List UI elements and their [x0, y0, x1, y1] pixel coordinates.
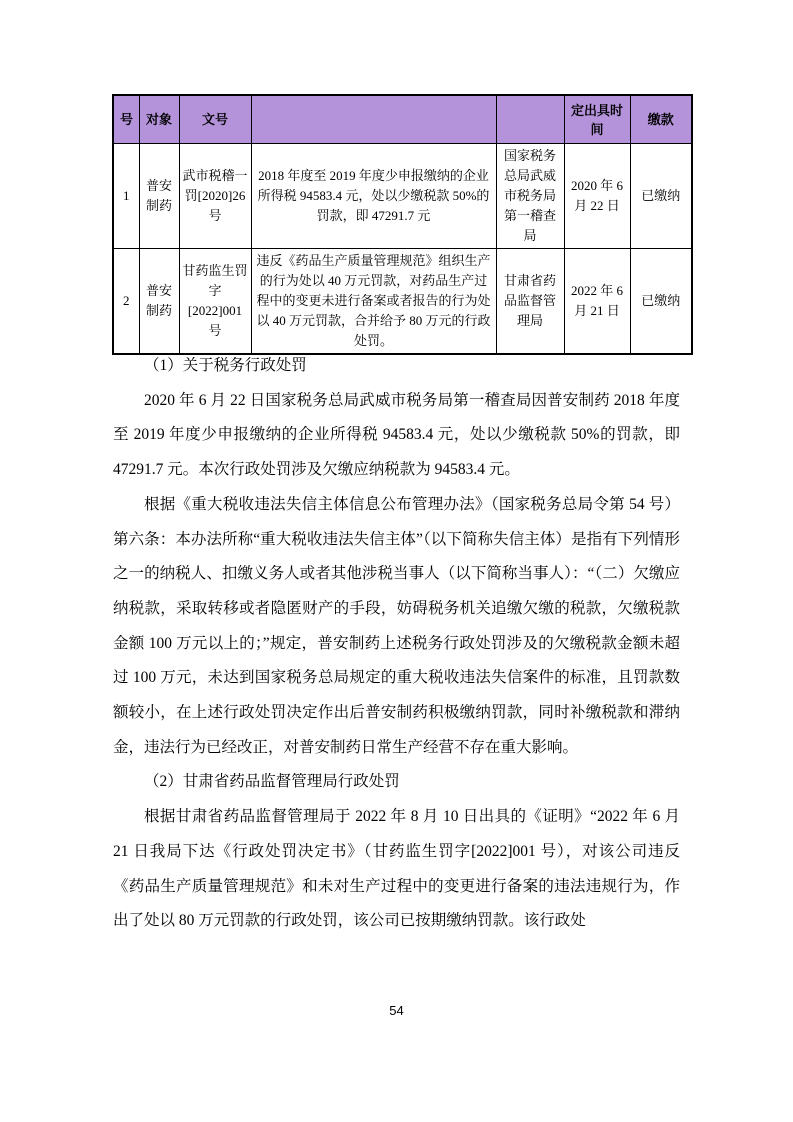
cell-date: 2020 年 6 月 22 日	[564, 144, 630, 249]
section-heading-tax-penalty: （1）关于税务行政处罚	[144, 357, 307, 374]
body-text	[113, 349, 680, 939]
cell-content: 违反《药品生产质量管理规范》组织生产的行为处以 40 万元罚款，对药品生产过程中的变更未进行备案或者报告的行为处以 40 万元罚款，合并给予 80 万元的行政处罚。	[251, 249, 496, 355]
cell-payment: 已缴纳	[630, 144, 692, 249]
penalty-table	[112, 94, 693, 355]
table-header-row	[113, 95, 692, 144]
cell-doc-no: 武市税稽一罚[2020]26号	[179, 144, 251, 249]
header-doc-no: 文号	[179, 95, 251, 144]
table-row	[113, 144, 692, 249]
cell-target: 普安制药	[139, 144, 179, 249]
page-number: 54	[389, 1003, 404, 1018]
paragraph-drug-penalty-detail: 根据甘肃省药品监督管理局于 2022 年 8 月 10 日出具的《证明》“2022 年 6 月 21 日我局下达《行政处罚决定书》（甘药监生罚字[2022]001 号），对该公司违反《药品生产质量管理规范》和未对生产过程中的变更进行备案的违法违规行为，作出了处以 80 万元罚款的行政处罚，该公司已按期缴纳罚款。该行政处	[113, 808, 680, 930]
cell-authority: 甘肃省药品监督管理局	[496, 249, 564, 355]
header-content	[251, 95, 496, 144]
cell-payment: 已缴纳	[630, 249, 692, 355]
paragraph-tax-penalty-detail: 2020 年 6 月 22 日国家税务总局武威市税务局第一稽查局因普安制药 2018 年度至 2019 年度少申报缴纳的企业所得税 94583.4 元，处以少缴税款 50%的罚款，即 47291.7 元。本次行政处罚涉及欠缴应纳税款为 94583.4 元。	[113, 391, 680, 479]
cell-seq: 1	[113, 144, 139, 249]
cell-doc-no: 甘药监生罚字[2022]001号	[179, 249, 251, 355]
table-row	[113, 249, 692, 355]
header-issue-date: 定出具时间	[564, 95, 630, 144]
cell-authority: 国家税务总局武威市税务局第一稽查局	[496, 144, 564, 249]
header-payment: 缴款	[630, 95, 692, 144]
header-target: 对象	[139, 95, 179, 144]
header-seq: 号	[113, 95, 139, 144]
header-authority	[496, 95, 564, 144]
cell-content: 2018 年度至 2019 年度少申报缴纳的企业所得税 94583.4 元，处以少缴税款 50%的罚款，即 47291.7 元	[251, 144, 496, 249]
cell-date: 2022 年 6 月 21 日	[564, 249, 630, 355]
cell-target: 普安制药	[139, 249, 179, 355]
section-heading-drug-penalty: （2）甘肃省药品监督管理局行政处罚	[144, 773, 400, 791]
paragraph-tax-penalty-analysis: 根据《重大税收违法失信主体信息公布管理办法》（国家税务总局令第 54 号）第六条：本办法所称“重大税收违法失信主体”（以下简称失信主体）是指有下列情形之一的纳税人、扣缴义务人或者其他涉税当事人（以下简称当事人）：“（二）欠缴应纳税款，采取转移或者隐匿财产的手段，妨碍税务机关追缴欠缴的税款，欠缴税款金额 100 万元以上的；”规定，普安制药上述税务行政处罚涉及的欠缴税款金额未超过 100 万元，未达到国家税务总局规定的重大税收违法失信案件的标准，且罚款数额较小，在上述行政处罚决定作出后普安制药积极缴纳罚款，同时补缴税款和滞纳金，违法行为已经改正，对普安制药日常生产经营不存在重大影响。	[113, 495, 680, 756]
cell-seq: 2	[113, 249, 139, 355]
